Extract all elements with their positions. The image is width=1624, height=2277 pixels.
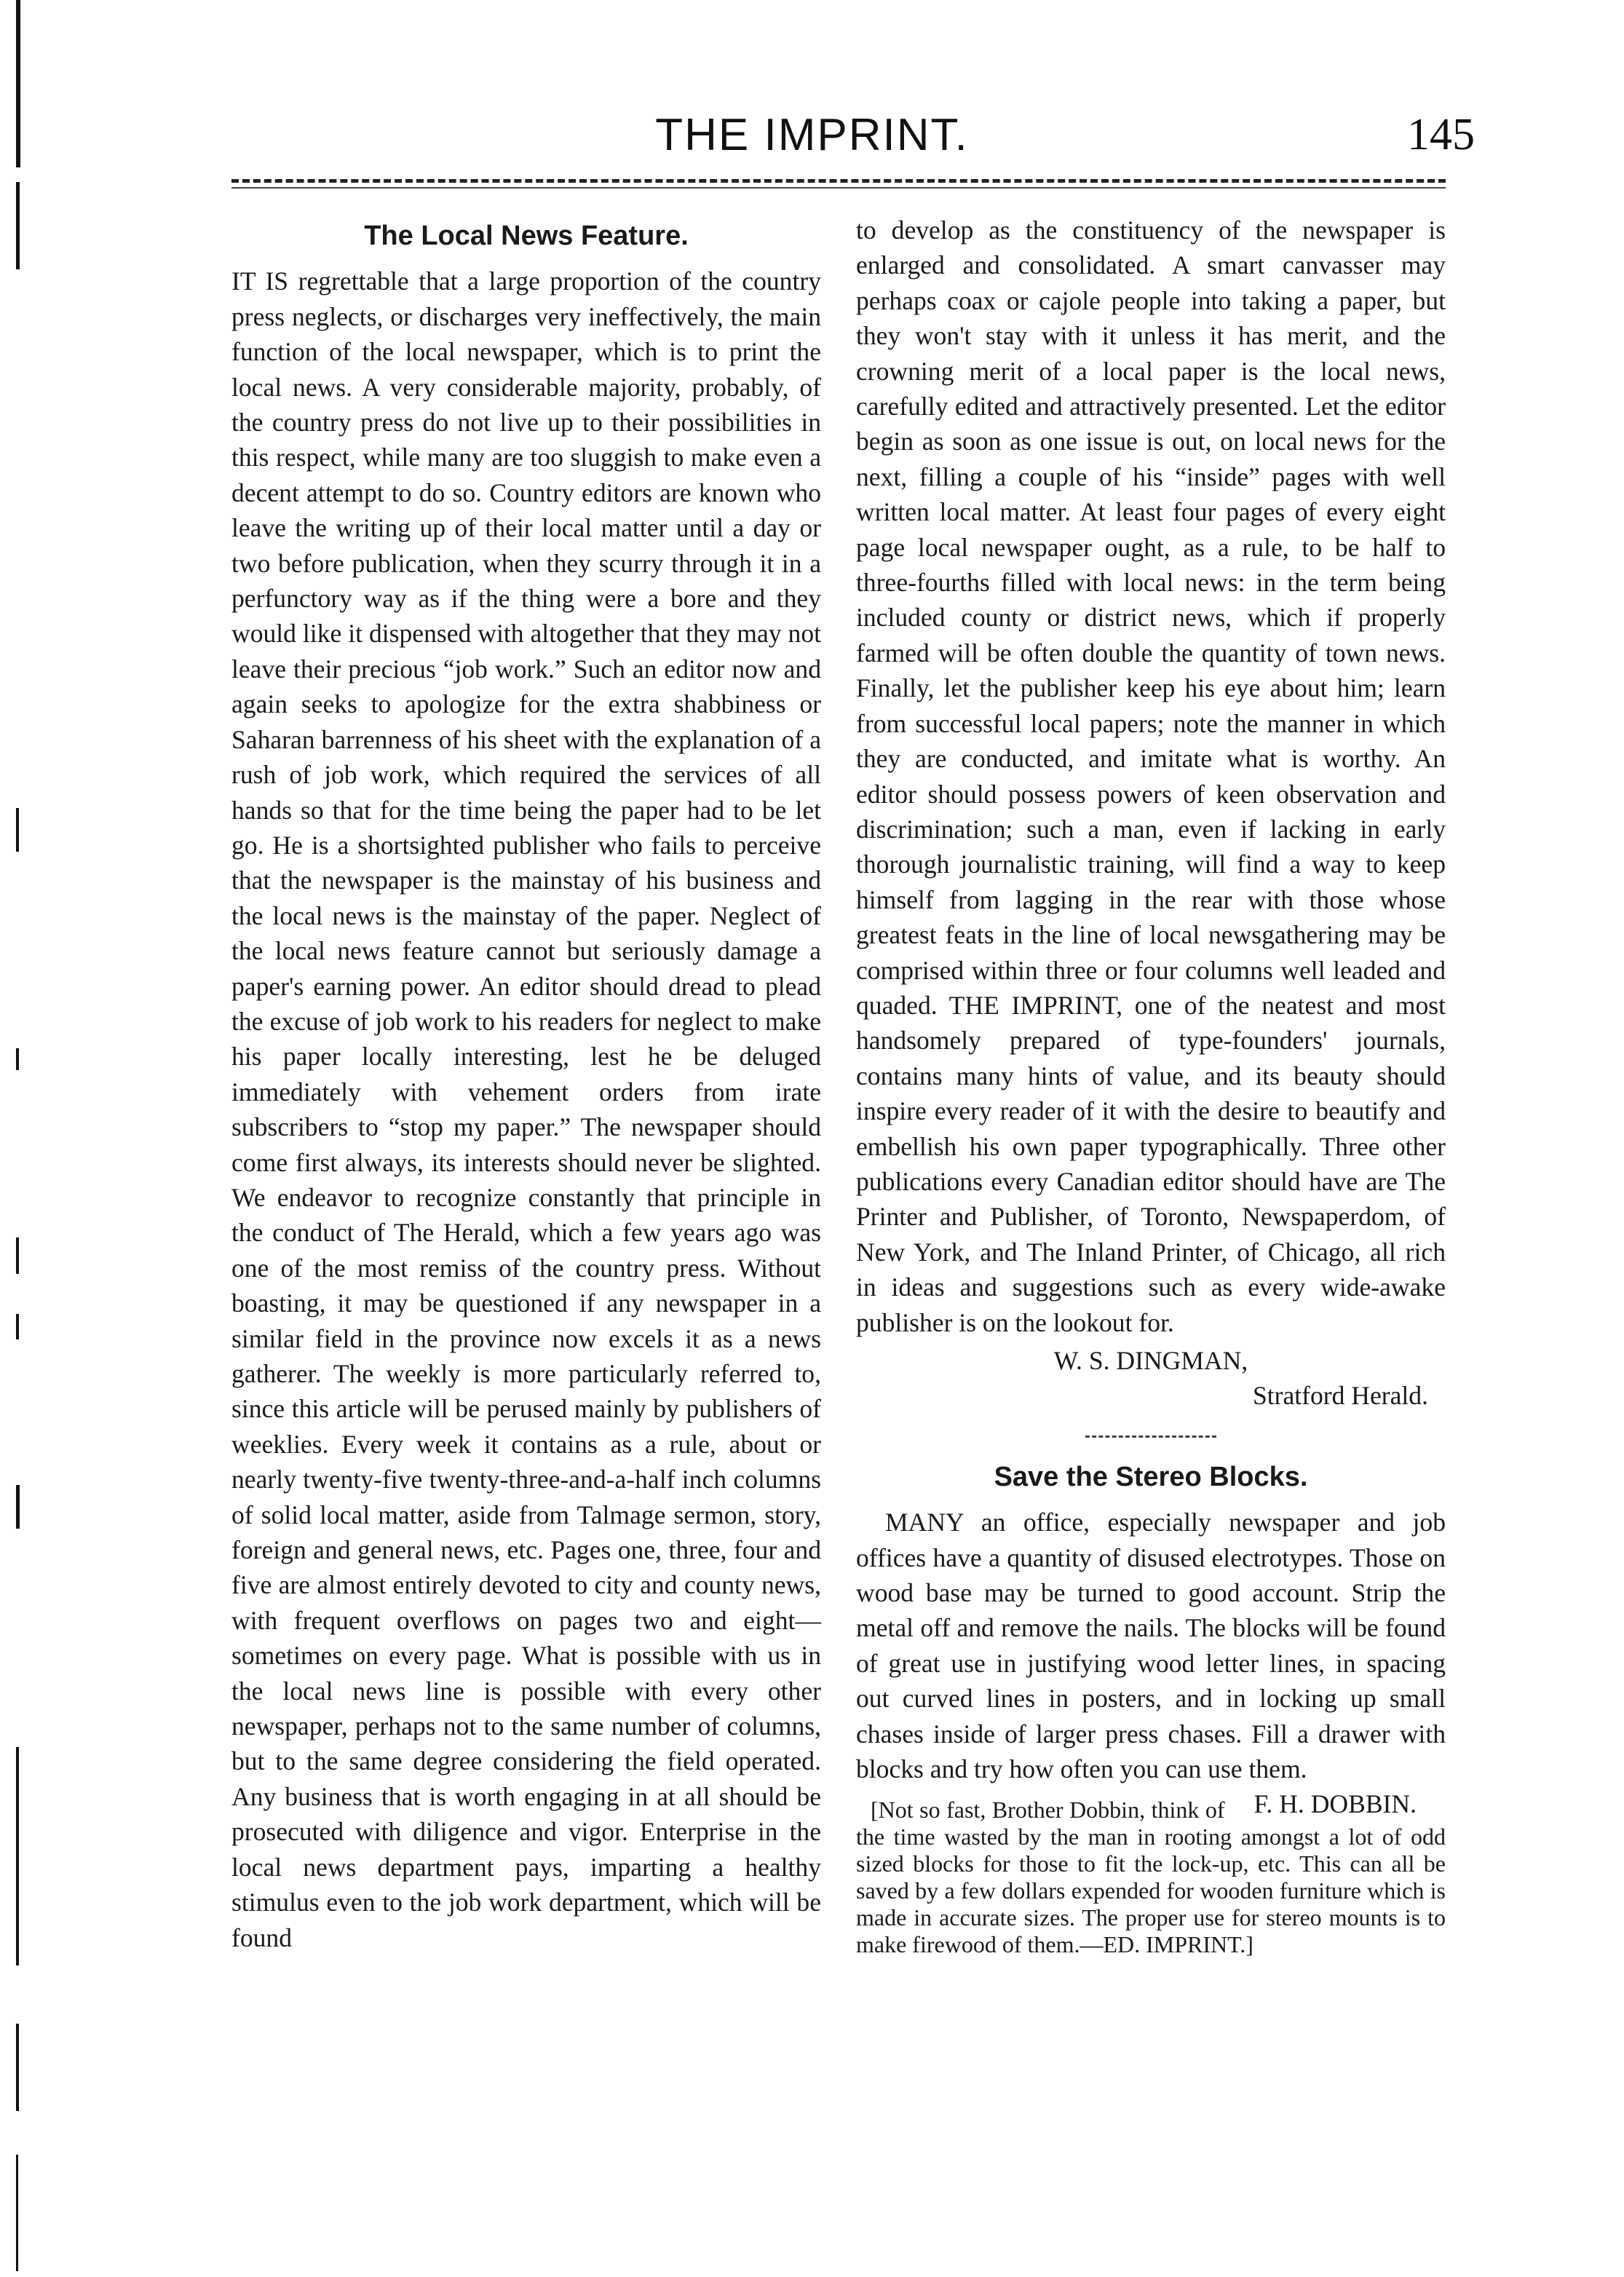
article-body-local-news-part1: IT IS regrettable that a large proportion of the country press neglects, or discharges very ineffectively, the main function of the local newspaper, which is to print the local news. A very considerable majority, probably, of the country press do not live up to their possibilities in this respect, while many are too sluggish to make even a decent attempt to do so. Country editors are known who leave the writing up of their local matter until a day or two before publication, when they scurry through it in a perfunctory way as if the thing were a bore and they would like it dispensed with altogether that they may not leave their precious “job work.” Such an editor now and again seeks to apologize for the extra shabbiness or Saharan barrenness of his sheet with the explanation of a rush of job work, which required the services of all hands so that for the time being the paper had to be let go. He is a shortsighted publisher who fails to perceive that the newspaper is the mainstay of his business and the local news is the mainstay of the paper. Neglect of the local news feature cannot but seriously damage a paper's earning power. An editor should dread to plead the excuse of job work to his readers for neglect to make his paper locally interesting, lest he be deluged immediately with vehement orders from irate subscribers to “stop my paper.” The newspaper should come first always, its interests should never be slighted. We endeavor to recognize constantly that principle in the conduct of The Herald, which a few years ago was one of the most remiss of the country press. Without boasting, it may be questioned if any newspaper in a similar field in the province now excels it as a news gatherer. The weekly is more particularly referred to, since this article will be perused mainly by publishers of weeklies. Every week it contains as a rule, about or nearly twenty-five twenty-three-and-a-half inch columns of solid local matter, aside from Talmage sermon, story, foreign and general news, etc. Pages one, three, four and five are almost entirely devoted to city and county news, with frequent overflows on pages two and eight—sometimes on every page. What is possible with us in the local news line is possible with every other newspaper, perhaps not to the same number of columns, but to the same degree considering the field operated. Any business that is worth engaging in at all should be prosecuted with diligence and vigor. Enterprise in the local news department pays, imparting a healthy stimulus even to the job work department, which will be found [231,266,821,1952]
article-signature: W. S. DINGMAN, [1053,1346,1248,1375]
article-body-local-news-part2: to develop as the constituency of the newspaper is enlarged and consolidated. A smart canvasser may perhaps coax or cajole people into taking a paper, but they won't stay with it unless it has merit, and the crowning merit of a local paper is the local news, carefully edited and attractively presented. Let the editor begin as soon as one issue is out, on local news for the next, filling a couple of his “inside” pages with well written local matter. At least four pages of every eight page local newspaper ought, as a rule, to be half to three-fourths filled with local news: in the term being included county or district news, which if properly farmed will be often double the quantity of town news. Finally, let the publisher keep his eye about him; learn from successful local papers; note the manner in which they are conducted, and imitate what is worthy. An editor should possess powers of keen observation and discrimination; such a man, even if lacking in early thorough journalistic training, will find a way to keep himself from lagging in the rear with those whose greatest feats in the line of local newsgathering may be comprised within three or four columns well leaded and quaded. THE IMPRINT, one of the neatest and most handsomely prepared of type-founders' journals, contains many hints of value, and its beauty should inspire every reader of it with the desire to beautify and embellish his own paper typographically. Three other publications every Canadian editor should have are The Printer and Publisher, of Toronto, Newspaperdom, of New York, and The Inland Printer, of Chicago, all rich in ideas and suggestions such as every wide-awake publisher is on the lookout for. [856,215,1446,1337]
page-number: 145 [1407,110,1475,159]
scan-gutter-mark [16,1238,19,1274]
scan-gutter-mark [16,2024,19,2111]
left-column [231,213,821,1955]
header-rule [231,179,1446,189]
article-heading-stereo-blocks: Save the Stereo Blocks. [994,1461,1308,1492]
scan-gutter-mark [16,1485,20,1529]
scan-gutter-mark [16,1747,19,1965]
article-affiliation: Stratford Herald. [1252,1381,1428,1411]
right-column [856,213,1446,1958]
editor-note: [Not so fast, Brother Dobbin, think of the time wasted by the man in rooting amongst a lot of odd sized blocks for those to fit the lock-up, etc. This can all be saved by a few dollars expended for wooden furniture which is made in accurate sizes. The proper use for stereo mounts is to make firewood of them.—ED. IMPRINT.] [856,1797,1446,1958]
article-body-stereo-blocks-text: MANY an office, especially newspaper and job offices have a quantity of disused electrotypes. Those on wood base may be turned to good account. Strip the metal off and remove the nails. The blocks will be found of great use in justifying wood letter lines, in spacing out curved lines in posters, and in locking up small chases inside of larger press chases. Fill a drawer with blocks and try how often you can use them. [856,1508,1446,1784]
scan-gutter-mark [16,182,20,269]
section-divider [1085,1436,1216,1438]
scan-gutter-mark [16,2155,18,2271]
scan-gutter-mark [16,1314,19,1339]
scan-gutter-mark [16,808,19,852]
scan-gutter-mark [16,1048,19,1070]
article-author-stereo-blocks: F. H. DOBBIN. [1253,1789,1417,1819]
article-heading-local-news: The Local News Feature. [364,221,689,251]
page-header-title: THE IMPRINT. [655,110,969,160]
article-body-stereo-blocks [856,1505,1446,1819]
